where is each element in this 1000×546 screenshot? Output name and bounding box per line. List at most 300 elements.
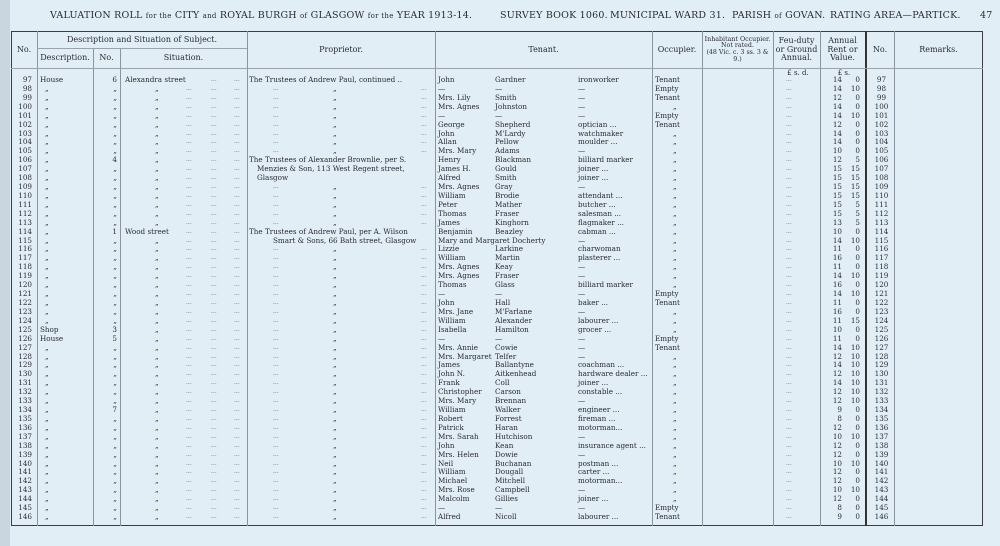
row-occupier: „ <box>673 173 677 183</box>
leader-dots: ... <box>186 209 192 217</box>
leader-dots: ... <box>186 414 192 422</box>
table-row <box>11 467 983 476</box>
row-rent-pounds: 16 <box>832 280 842 290</box>
row-no: 98 <box>22 83 32 93</box>
row-tenant-first: Allan <box>438 137 457 147</box>
row-tenant-first: Henry <box>438 155 461 165</box>
leader-dots: ... <box>211 209 217 217</box>
table-row <box>11 129 983 138</box>
row-description: „ <box>45 244 49 254</box>
row-tenant-first: Mrs. Mary <box>438 396 477 406</box>
row-no2: 111 <box>874 199 889 209</box>
leader-dots: ... <box>234 191 240 199</box>
leader-dots: ... <box>186 316 192 324</box>
proprietor-ditto: „ <box>333 440 337 450</box>
row-description: „ <box>45 503 49 513</box>
row-description: „ <box>45 199 49 209</box>
feu-duty-dots: ... <box>786 370 792 378</box>
row-rent-pounds: 15 <box>832 199 842 209</box>
feu-duty-dots: ... <box>786 129 792 137</box>
row-tenant-first: Lizzie <box>438 244 460 254</box>
row-no2: 138 <box>874 440 889 450</box>
row-tenant-first: William <box>438 253 466 263</box>
row-house-no: „ <box>113 422 117 432</box>
row-tenant-first: George <box>438 119 465 129</box>
leader-dots: ... <box>234 397 240 405</box>
leader-dots: ... <box>234 486 240 494</box>
row-house-no: 4 <box>112 155 117 165</box>
row-house-no: „ <box>113 128 117 138</box>
row-no: 119 <box>18 271 32 281</box>
leader-dots: ... <box>273 414 279 422</box>
page-title <box>50 10 1000 24</box>
leader-dots: ... <box>211 183 217 191</box>
leader-dots: ... <box>421 397 427 405</box>
leader-dots: ... <box>234 156 240 164</box>
leader-dots: ... <box>211 397 217 405</box>
row-tenant-last: — <box>495 289 503 299</box>
table-row <box>11 441 983 450</box>
row-tenant-first: Robert <box>438 413 463 423</box>
proprietor-ditto: „ <box>333 315 337 325</box>
leader-dots: ... <box>421 191 427 199</box>
row-house-no: „ <box>113 83 117 93</box>
row-rent-shillings: 0 <box>855 226 860 236</box>
row-description: „ <box>45 476 49 486</box>
row-rent-pounds: 12 <box>832 119 842 129</box>
leader-dots: ... <box>421 414 427 422</box>
leader-dots: ... <box>211 379 217 387</box>
leader-dots: ... <box>421 468 427 476</box>
leader-dots: ... <box>273 459 279 467</box>
row-house-no: „ <box>113 467 117 477</box>
row-tenant-last: Smith <box>495 173 517 183</box>
leader-dots: ... <box>234 93 240 101</box>
row-tenant-last: Martin <box>495 253 520 263</box>
row-house-no: „ <box>113 298 117 307</box>
leader-dots: ... <box>234 477 240 485</box>
row-rent-pounds: 14 <box>832 289 842 299</box>
leader-dots: ... <box>234 325 240 333</box>
row-no: 120 <box>18 280 32 290</box>
row-house-no: „ <box>113 119 117 129</box>
row-occupier: „ <box>673 208 677 218</box>
row-rent-shillings: 5 <box>855 208 860 218</box>
row-description: „ <box>45 164 49 174</box>
row-tenant-last: Walker <box>495 405 521 415</box>
row-rent-pounds: 14 <box>832 360 842 370</box>
feu-duty-dots: ... <box>786 191 792 199</box>
row-situation: „ <box>155 128 159 138</box>
row-rent-shillings: 15 <box>850 190 860 200</box>
row-occupation: flagmaker ... <box>578 217 624 227</box>
row-no2: 132 <box>874 387 889 397</box>
leader-dots: ... <box>421 441 427 449</box>
row-description: „ <box>45 217 49 227</box>
table-row <box>11 209 983 218</box>
row-rent-pounds: 15 <box>832 182 842 192</box>
row-house-no: „ <box>113 413 117 423</box>
row-no2: 118 <box>874 262 889 272</box>
row-no: 132 <box>18 387 32 397</box>
leader-dots: ... <box>421 379 427 387</box>
leader-dots: ... <box>421 111 427 119</box>
row-occupier: Empty <box>655 333 679 343</box>
row-rent-pounds: 14 <box>832 75 842 84</box>
row-situation: „ <box>155 324 159 334</box>
leader-dots: ... <box>186 361 192 369</box>
leader-dots: ... <box>234 379 240 387</box>
feu-duty-dots: ... <box>786 254 792 262</box>
row-occupier: „ <box>673 199 677 209</box>
leader-dots: ... <box>186 486 192 494</box>
row-rent-shillings: 10 <box>850 485 860 495</box>
feu-duty-dots: ... <box>786 165 792 173</box>
table-row <box>11 343 983 352</box>
leader-dots: ... <box>421 504 427 512</box>
row-occupier: „ <box>673 378 677 388</box>
row-no2: 124 <box>874 315 889 325</box>
leader-dots: ... <box>273 183 279 191</box>
row-description: „ <box>45 253 49 263</box>
row-rent-shillings: 10 <box>850 458 860 468</box>
proprietor-ditto: „ <box>333 467 337 477</box>
proprietor-ditto: „ <box>333 83 337 93</box>
row-tenant-first: Michael <box>438 476 468 486</box>
row-rent-pounds: 10 <box>832 431 842 441</box>
row-rent-pounds: 11 <box>832 244 842 254</box>
leader-dots: ... <box>211 370 217 378</box>
leader-dots: ... <box>211 156 217 164</box>
leader-dots: ... <box>234 432 240 440</box>
feu-duty-dots: ... <box>786 236 792 244</box>
row-tenant-first: Mary and Margaret Docherty <box>438 235 546 245</box>
survey-book: SURVEY BOOK 1060. <box>500 10 608 21</box>
feu-duty-dots: ... <box>786 120 792 128</box>
table-row <box>11 155 983 164</box>
row-occupation: — <box>578 271 586 281</box>
row-no2: 117 <box>874 253 889 263</box>
row-no2: 129 <box>874 360 889 370</box>
row-occupier: „ <box>673 387 677 397</box>
proprietor-ditto: „ <box>333 190 337 200</box>
leader-dots: ... <box>273 93 279 101</box>
row-tenant-first: Neil <box>438 458 454 468</box>
row-occupier: Tenant <box>655 92 680 102</box>
leader-dots: ... <box>186 245 192 253</box>
proprietor-ditto: „ <box>333 199 337 209</box>
row-occupation: postman ... <box>578 458 619 468</box>
row-tenant-last: Glass <box>495 280 515 290</box>
row-tenant-last: Beazley <box>495 226 524 236</box>
leader-dots: ... <box>186 156 192 164</box>
row-description: „ <box>45 235 49 245</box>
row-no: 139 <box>18 449 32 459</box>
row-tenant-last: Gould <box>495 164 517 174</box>
row-no2: 146 <box>874 512 889 522</box>
leader-dots: ... <box>273 441 279 449</box>
row-rent-pounds: 14 <box>832 271 842 281</box>
row-tenant-last: Adams <box>495 146 520 156</box>
proprietor-ditto: „ <box>333 280 337 290</box>
row-no2: 105 <box>874 146 889 156</box>
row-occupier: „ <box>673 396 677 406</box>
row-tenant-last: Hutchison <box>495 431 533 441</box>
leader-dots: ... <box>186 513 192 521</box>
row-rent-pounds: 10 <box>832 485 842 495</box>
leader-dots: ... <box>186 84 192 92</box>
table-row <box>11 227 983 236</box>
row-no2: 135 <box>874 413 889 423</box>
proprietor-block-brownlie: The Trustees of Alexander Brownlie, per S. Menzies & Son, 113 West Regent street, Glasgow <box>249 155 407 182</box>
leader-dots: ... <box>273 84 279 92</box>
row-rent-pounds: 10 <box>832 324 842 334</box>
leader-dots: ... <box>211 352 217 360</box>
leader-dots: ... <box>234 236 240 244</box>
row-situation: „ <box>155 449 159 459</box>
row-no2: 113 <box>874 217 889 227</box>
row-tenant-first: — <box>438 289 446 299</box>
row-no2: 121 <box>874 289 889 299</box>
leader-dots: ... <box>421 200 427 208</box>
col-header-inhabitant: Inhabitant Occupier. Not rated. (48 Vic. c. 3 ss. 3 & 9.) <box>704 35 771 63</box>
row-situation: „ <box>155 83 159 93</box>
row-tenant-last: Smith <box>495 92 517 102</box>
table-row <box>11 485 983 494</box>
leader-dots: ... <box>211 299 217 306</box>
leader-dots: ... <box>186 183 192 191</box>
leader-dots: ... <box>273 361 279 369</box>
leader-dots: ... <box>186 299 192 306</box>
row-tenant-last: Haran <box>495 422 518 432</box>
row-occupation: — <box>578 306 586 316</box>
row-description: „ <box>45 182 49 192</box>
row-rent-pounds: 12 <box>832 476 842 486</box>
row-tenant-last: Ballantyne <box>495 360 534 370</box>
feu-duty-dots: ... <box>786 504 792 512</box>
leader-dots: ... <box>273 423 279 431</box>
rating-area: RATING AREA—PARTICK. <box>830 10 961 21</box>
row-rent-pounds: 9 <box>837 512 842 522</box>
row-tenant-first: Frank <box>438 378 460 388</box>
row-no2: 125 <box>874 324 889 334</box>
leader-dots: ... <box>186 504 192 512</box>
row-tenant-first: Mrs. Agnes <box>438 271 480 281</box>
proprietor-ditto: „ <box>333 378 337 388</box>
col-header-annual-rent: Annual Rent or Value. <box>827 36 858 63</box>
leader-dots: ... <box>211 423 217 431</box>
row-rent-pounds: 14 <box>832 128 842 138</box>
row-no: 117 <box>18 253 32 263</box>
row-no: 137 <box>18 431 32 441</box>
row-no2: 107 <box>874 164 889 174</box>
proprietor-ditto: „ <box>333 476 337 486</box>
row-no: 118 <box>18 262 32 272</box>
row-rent-shillings: 10 <box>850 342 860 352</box>
table-row <box>11 414 983 423</box>
leader-dots: ... <box>211 147 217 155</box>
row-rent-shillings: 0 <box>855 128 860 138</box>
row-description: „ <box>45 413 49 423</box>
row-tenant-first: Benjamin <box>438 226 473 236</box>
row-house-no: „ <box>113 253 117 263</box>
parish: PARISH of GOVAN. <box>732 10 826 21</box>
row-situation: „ <box>155 217 159 227</box>
leader-dots: ... <box>186 352 192 360</box>
feu-duty-dots: ... <box>786 138 792 146</box>
row-rent-shillings: 0 <box>855 280 860 290</box>
row-description: „ <box>45 137 49 147</box>
feu-duty-dots: ... <box>786 477 792 485</box>
row-no2: 137 <box>874 431 889 441</box>
row-situation: Wood street <box>125 226 169 236</box>
feu-duty-dots: ... <box>786 209 792 217</box>
leader-dots: ... <box>273 111 279 119</box>
row-description: „ <box>45 449 49 459</box>
leader-dots: ... <box>273 370 279 378</box>
leader-dots: ... <box>421 84 427 92</box>
leader-dots: ... <box>211 414 217 422</box>
row-occupier: „ <box>673 413 677 423</box>
row-occupation: salesman ... <box>578 208 622 218</box>
row-occupation: baker ... <box>578 298 609 307</box>
row-situation: „ <box>155 137 159 147</box>
row-no2: 143 <box>874 485 889 495</box>
row-occupation: — <box>578 262 586 272</box>
row-rent-shillings: 0 <box>855 75 860 84</box>
leader-dots: ... <box>211 281 217 289</box>
row-occupation: — <box>578 289 586 299</box>
leader-dots: ... <box>234 450 240 458</box>
feu-duty-dots: ... <box>786 432 792 440</box>
row-house-no: „ <box>113 199 117 209</box>
row-no2: 142 <box>874 476 889 486</box>
row-tenant-last: Larkine <box>495 244 524 254</box>
leader-dots: ... <box>234 513 240 521</box>
row-tenant-first: William <box>438 315 466 325</box>
feu-duty-dots: ... <box>786 397 792 405</box>
row-rent-pounds: 12 <box>832 422 842 432</box>
feu-duty-dots: ... <box>786 290 792 298</box>
row-tenant-first: — <box>438 333 446 343</box>
leader-dots: ... <box>234 272 240 280</box>
proprietor-ditto: „ <box>333 217 337 227</box>
table-row <box>11 512 983 521</box>
leader-dots: ... <box>186 191 192 199</box>
leader-dots: ... <box>211 165 217 173</box>
row-occupier: Tenant <box>655 342 680 352</box>
row-occupier: „ <box>673 271 677 281</box>
leader-dots: ... <box>186 290 192 298</box>
feu-duty-dots: ... <box>786 459 792 467</box>
proprietor-ditto: „ <box>333 253 337 263</box>
row-house-no: „ <box>113 485 117 495</box>
row-no: 97 <box>22 75 32 84</box>
leader-dots: ... <box>234 334 240 342</box>
row-no2: 99 <box>876 92 887 102</box>
row-rent-pounds: 12 <box>832 155 842 165</box>
row-no: 109 <box>18 182 32 192</box>
feu-duty-dots: ... <box>786 147 792 155</box>
leader-dots: ... <box>211 441 217 449</box>
row-situation: „ <box>155 360 159 370</box>
row-tenant-last: Fraser <box>495 271 520 281</box>
row-tenant-first: John N. <box>438 369 465 379</box>
leader-dots: ... <box>273 272 279 280</box>
leader-dots: ... <box>234 299 240 306</box>
leader-dots: ... <box>234 218 240 226</box>
row-house-no: „ <box>113 476 117 486</box>
leader-dots: ... <box>211 218 217 226</box>
row-description: „ <box>45 226 49 236</box>
leader-dots: ... <box>234 316 240 324</box>
leader-dots: ... <box>211 495 217 503</box>
leader-dots: ... <box>234 129 240 137</box>
row-description: „ <box>45 369 49 379</box>
row-occupier: Tenant <box>655 298 680 307</box>
row-rent-pounds: 10 <box>832 458 842 468</box>
leader-dots: ... <box>211 245 217 253</box>
row-situation: „ <box>155 262 159 272</box>
row-tenant-first: Mrs. Mary <box>438 146 477 156</box>
row-house-no: „ <box>113 182 117 192</box>
row-occupation: — <box>578 396 586 406</box>
row-occupier: „ <box>673 280 677 290</box>
row-occupation: — <box>578 333 586 343</box>
row-no: 123 <box>18 306 32 316</box>
leader-dots: ... <box>421 450 427 458</box>
row-house-no: „ <box>113 137 117 147</box>
row-no: 128 <box>18 351 32 361</box>
row-tenant-last: Coll <box>495 378 510 388</box>
row-no: 103 <box>18 128 32 138</box>
leader-dots: ... <box>234 254 240 262</box>
row-tenant-first: James H. <box>438 164 471 174</box>
leader-dots: ... <box>234 209 240 217</box>
leader-dots: ... <box>421 370 427 378</box>
row-no: 122 <box>18 298 32 307</box>
row-tenant-first: Mrs. Sarah <box>438 431 479 441</box>
row-rent-pounds: 12 <box>832 440 842 450</box>
feu-currency-label: £ s. d. <box>787 69 809 77</box>
leader-dots: ... <box>234 361 240 369</box>
feu-duty-dots: ... <box>786 406 792 414</box>
leader-dots: ... <box>186 432 192 440</box>
row-no2: 120 <box>874 280 889 290</box>
leader-dots: ... <box>186 468 192 476</box>
leader-dots: ... <box>186 406 192 414</box>
row-rent-shillings: 5 <box>855 155 860 165</box>
row-situation: „ <box>155 298 159 307</box>
feu-duty-dots: ... <box>786 423 792 431</box>
row-no2: 130 <box>874 369 889 379</box>
row-house-no: „ <box>113 449 117 459</box>
leader-dots: ... <box>211 263 217 271</box>
row-rent-pounds: 12 <box>832 494 842 504</box>
col-header-feu-duty: Feu-duty or Ground Annual. <box>775 36 818 63</box>
table-row <box>11 102 983 111</box>
row-tenant-last: Keay <box>495 262 513 272</box>
leader-dots: ... <box>421 299 427 306</box>
row-rent-pounds: 8 <box>837 413 842 423</box>
row-house-no: „ <box>113 351 117 361</box>
row-no2: 101 <box>874 110 889 120</box>
row-no2: 134 <box>874 405 889 415</box>
row-no: 141 <box>18 467 32 477</box>
row-situation: „ <box>155 289 159 299</box>
leader-dots: ... <box>186 307 192 315</box>
leader-dots: ... <box>273 254 279 262</box>
